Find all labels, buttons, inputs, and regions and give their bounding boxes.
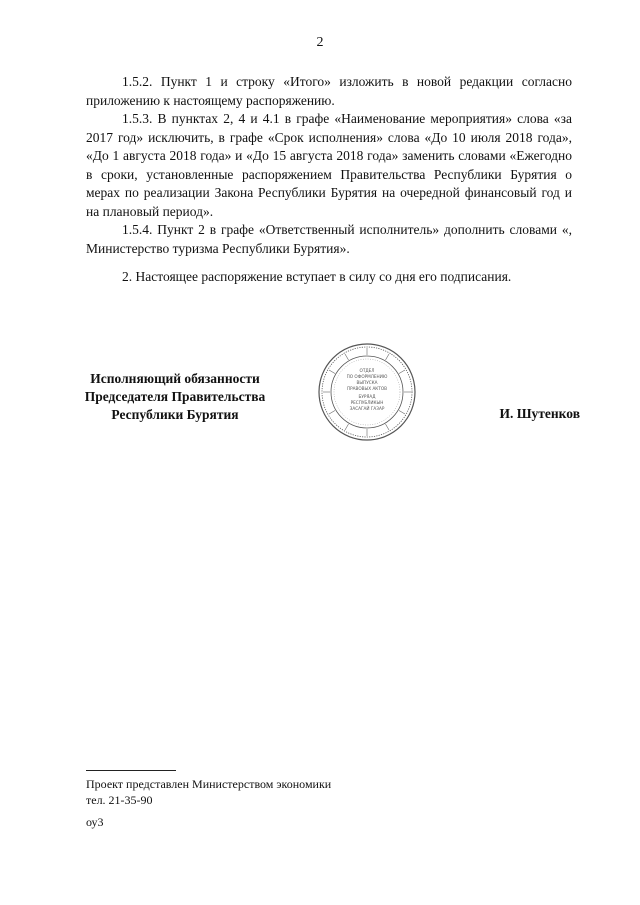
document-code: оу3 (86, 815, 104, 829)
signatory-title-line: Республики Бурятия (111, 407, 239, 422)
paragraph-2: 2. Настоящее распоряжение вступает в силу со дня его подписания. (122, 269, 512, 284)
footnote (86, 776, 331, 808)
document-body (86, 73, 572, 287)
page-number: 2 (316, 35, 324, 50)
seal-graphic (317, 342, 417, 442)
seal-text-line: БУРЯАД (358, 394, 376, 399)
footnote-line: Проект представлен Министерством экономики (86, 777, 332, 791)
footnote-divider (86, 770, 176, 771)
footnote-line: тел. 21-35-90 (86, 793, 153, 807)
seal-text-line: ЗАСАГАЙ ГАЗАР (349, 406, 385, 411)
paragraph-1-5-3: 1.5.3. В пунктах 2, 4 и 4.1 в графе «Наименование мероприятия» слова «за 2017 год» исключить, в графе «Срок исполнения» слова «До 10 июля 2018 года», «До 1 августа 2018 года» и «До 15 августа 2018 года» заменить словами «Ежегодно в сроки, установленные распоряжением Правительства Республики Бурятия о мерах по реализации Закона Республики Бурятия на очередной финансовый год и на плановый период». (86, 111, 572, 219)
seal-text-line: ОТДЕЛ (359, 368, 375, 373)
signatory-title (60, 370, 290, 424)
seal-text-line: РЕСПУБЛИКЫН (350, 400, 384, 405)
paragraph-1-5-4: 1.5.4. Пункт 2 в графе «Ответственный исполнитель» дополнить словами «, Министерство туризма Республики Бурятия». (86, 222, 572, 256)
signatory-name: И. Шутенков (499, 406, 580, 421)
seal-text-line: ПО ОФОРМЛЕНИЮ (346, 374, 388, 379)
seal-text-line: ВЫПУСКА (356, 380, 378, 385)
signatory-title-line: Председателя Правительства (84, 389, 266, 404)
signatory-title-line: Исполняющий обязанности (90, 371, 260, 386)
paragraph-1-5-2: 1.5.2. Пункт 1 и строку «Итого» изложить в новой редакции согласно приложению к настоящему распоряжению. (86, 74, 572, 108)
official-seal (317, 342, 417, 442)
seal-text-line: ПРАВОВЫХ АКТОВ (346, 386, 388, 391)
